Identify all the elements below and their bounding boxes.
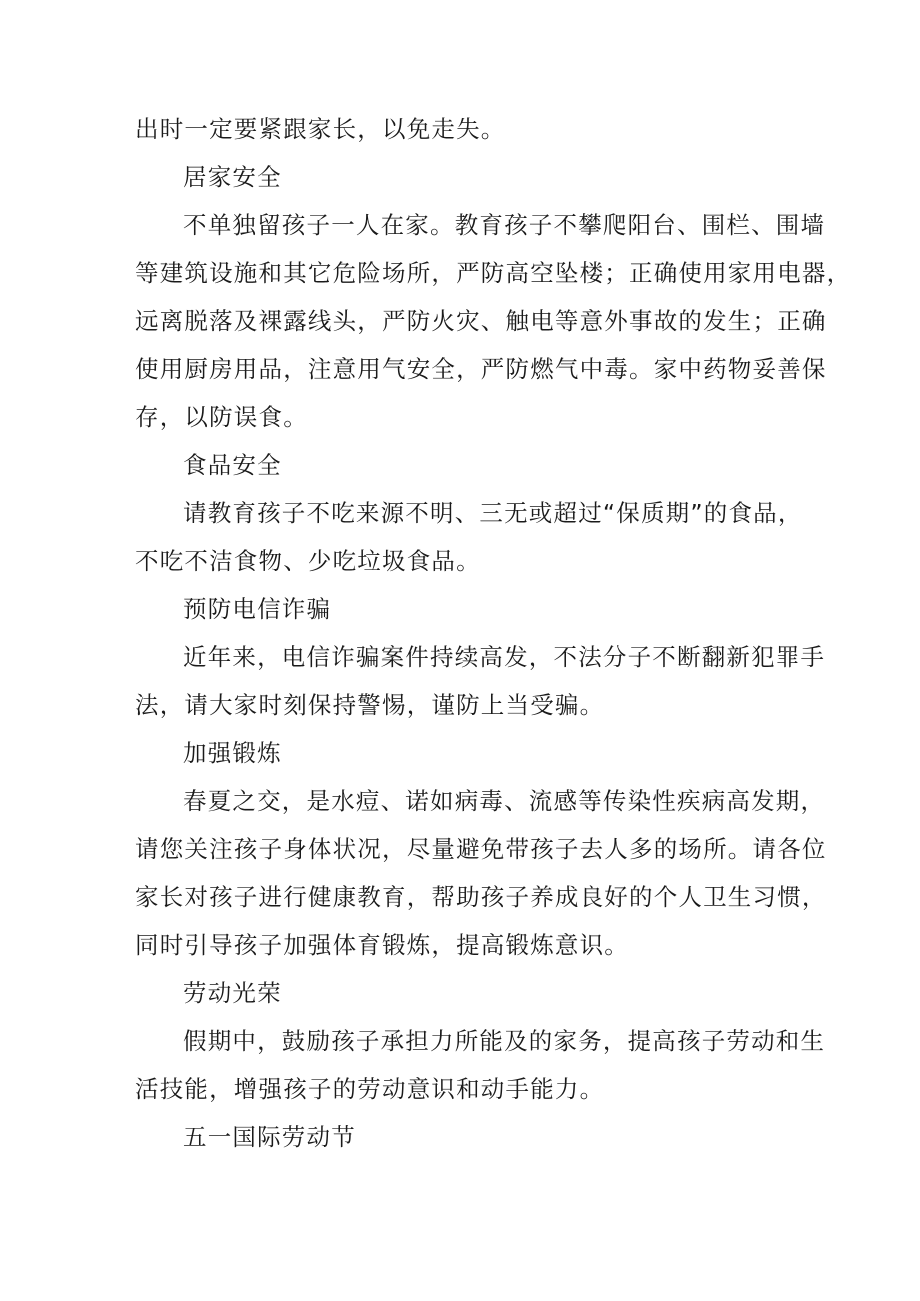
section-heading: 劳动光荣	[183, 979, 282, 1007]
section-heading: 食品安全	[183, 451, 282, 479]
paragraph-line: 家长对孩子进行健康教育，帮助孩子养成良好的个人卫生习惯，	[135, 883, 827, 911]
section-heading: 加强锻炼	[183, 739, 282, 767]
paragraph-line: 同时引导孩子加强体育锻炼，提高锻炼意识。	[135, 931, 629, 959]
paragraph-line: 假期中，鼓励孩子承担力所能及的家务，提高孩子劳动和生	[183, 1027, 826, 1055]
paragraph-line: 使用厨房用品，注意用气安全，严防燃气中毒。家中药物妥善保	[135, 355, 827, 383]
paragraph-line: 存，以防误食。	[135, 403, 308, 431]
paragraph-line: 近年来，电信诈骗案件持续高发，不法分子不断翻新犯罪手	[183, 643, 826, 671]
section-heading: 预防电信诈骗	[183, 595, 332, 623]
paragraph-line: 等建筑设施和其它危险场所，严防高空坠楼；正确使用家用电器，	[135, 259, 852, 287]
section-heading: 五一国际劳动节	[183, 1123, 356, 1151]
paragraph-line: 请您关注孩子身体状况，尽量避免带孩子去人多的场所。请各位	[135, 835, 827, 863]
paragraph-line: 远离脱落及裸露线头，严防火灾、触电等意外事故的发生；正确	[135, 307, 827, 335]
paragraph-line: 活技能，增强孩子的劳动意识和动手能力。	[135, 1075, 605, 1103]
paragraph-line: 不单独留孩子一人在家。教育孩子不攀爬阳台、围栏、围墙	[183, 211, 826, 239]
paragraph-line: 法，请大家时刻保持警惕，谨防上当受骗。	[135, 691, 605, 719]
paragraph-line: 不吃不洁食物、少吃垃圾食品。	[135, 547, 481, 575]
paragraph-line: 出时一定要紧跟家长，以免走失。	[135, 115, 506, 143]
paragraph-line: 请教育孩子不吃来源不明、三无或超过“保质期”的食品，	[183, 499, 803, 527]
section-heading: 居家安全	[183, 163, 282, 191]
paragraph-line: 春夏之交，是水痘、诺如病毒、流感等传染性疾病高发期，	[183, 787, 826, 815]
